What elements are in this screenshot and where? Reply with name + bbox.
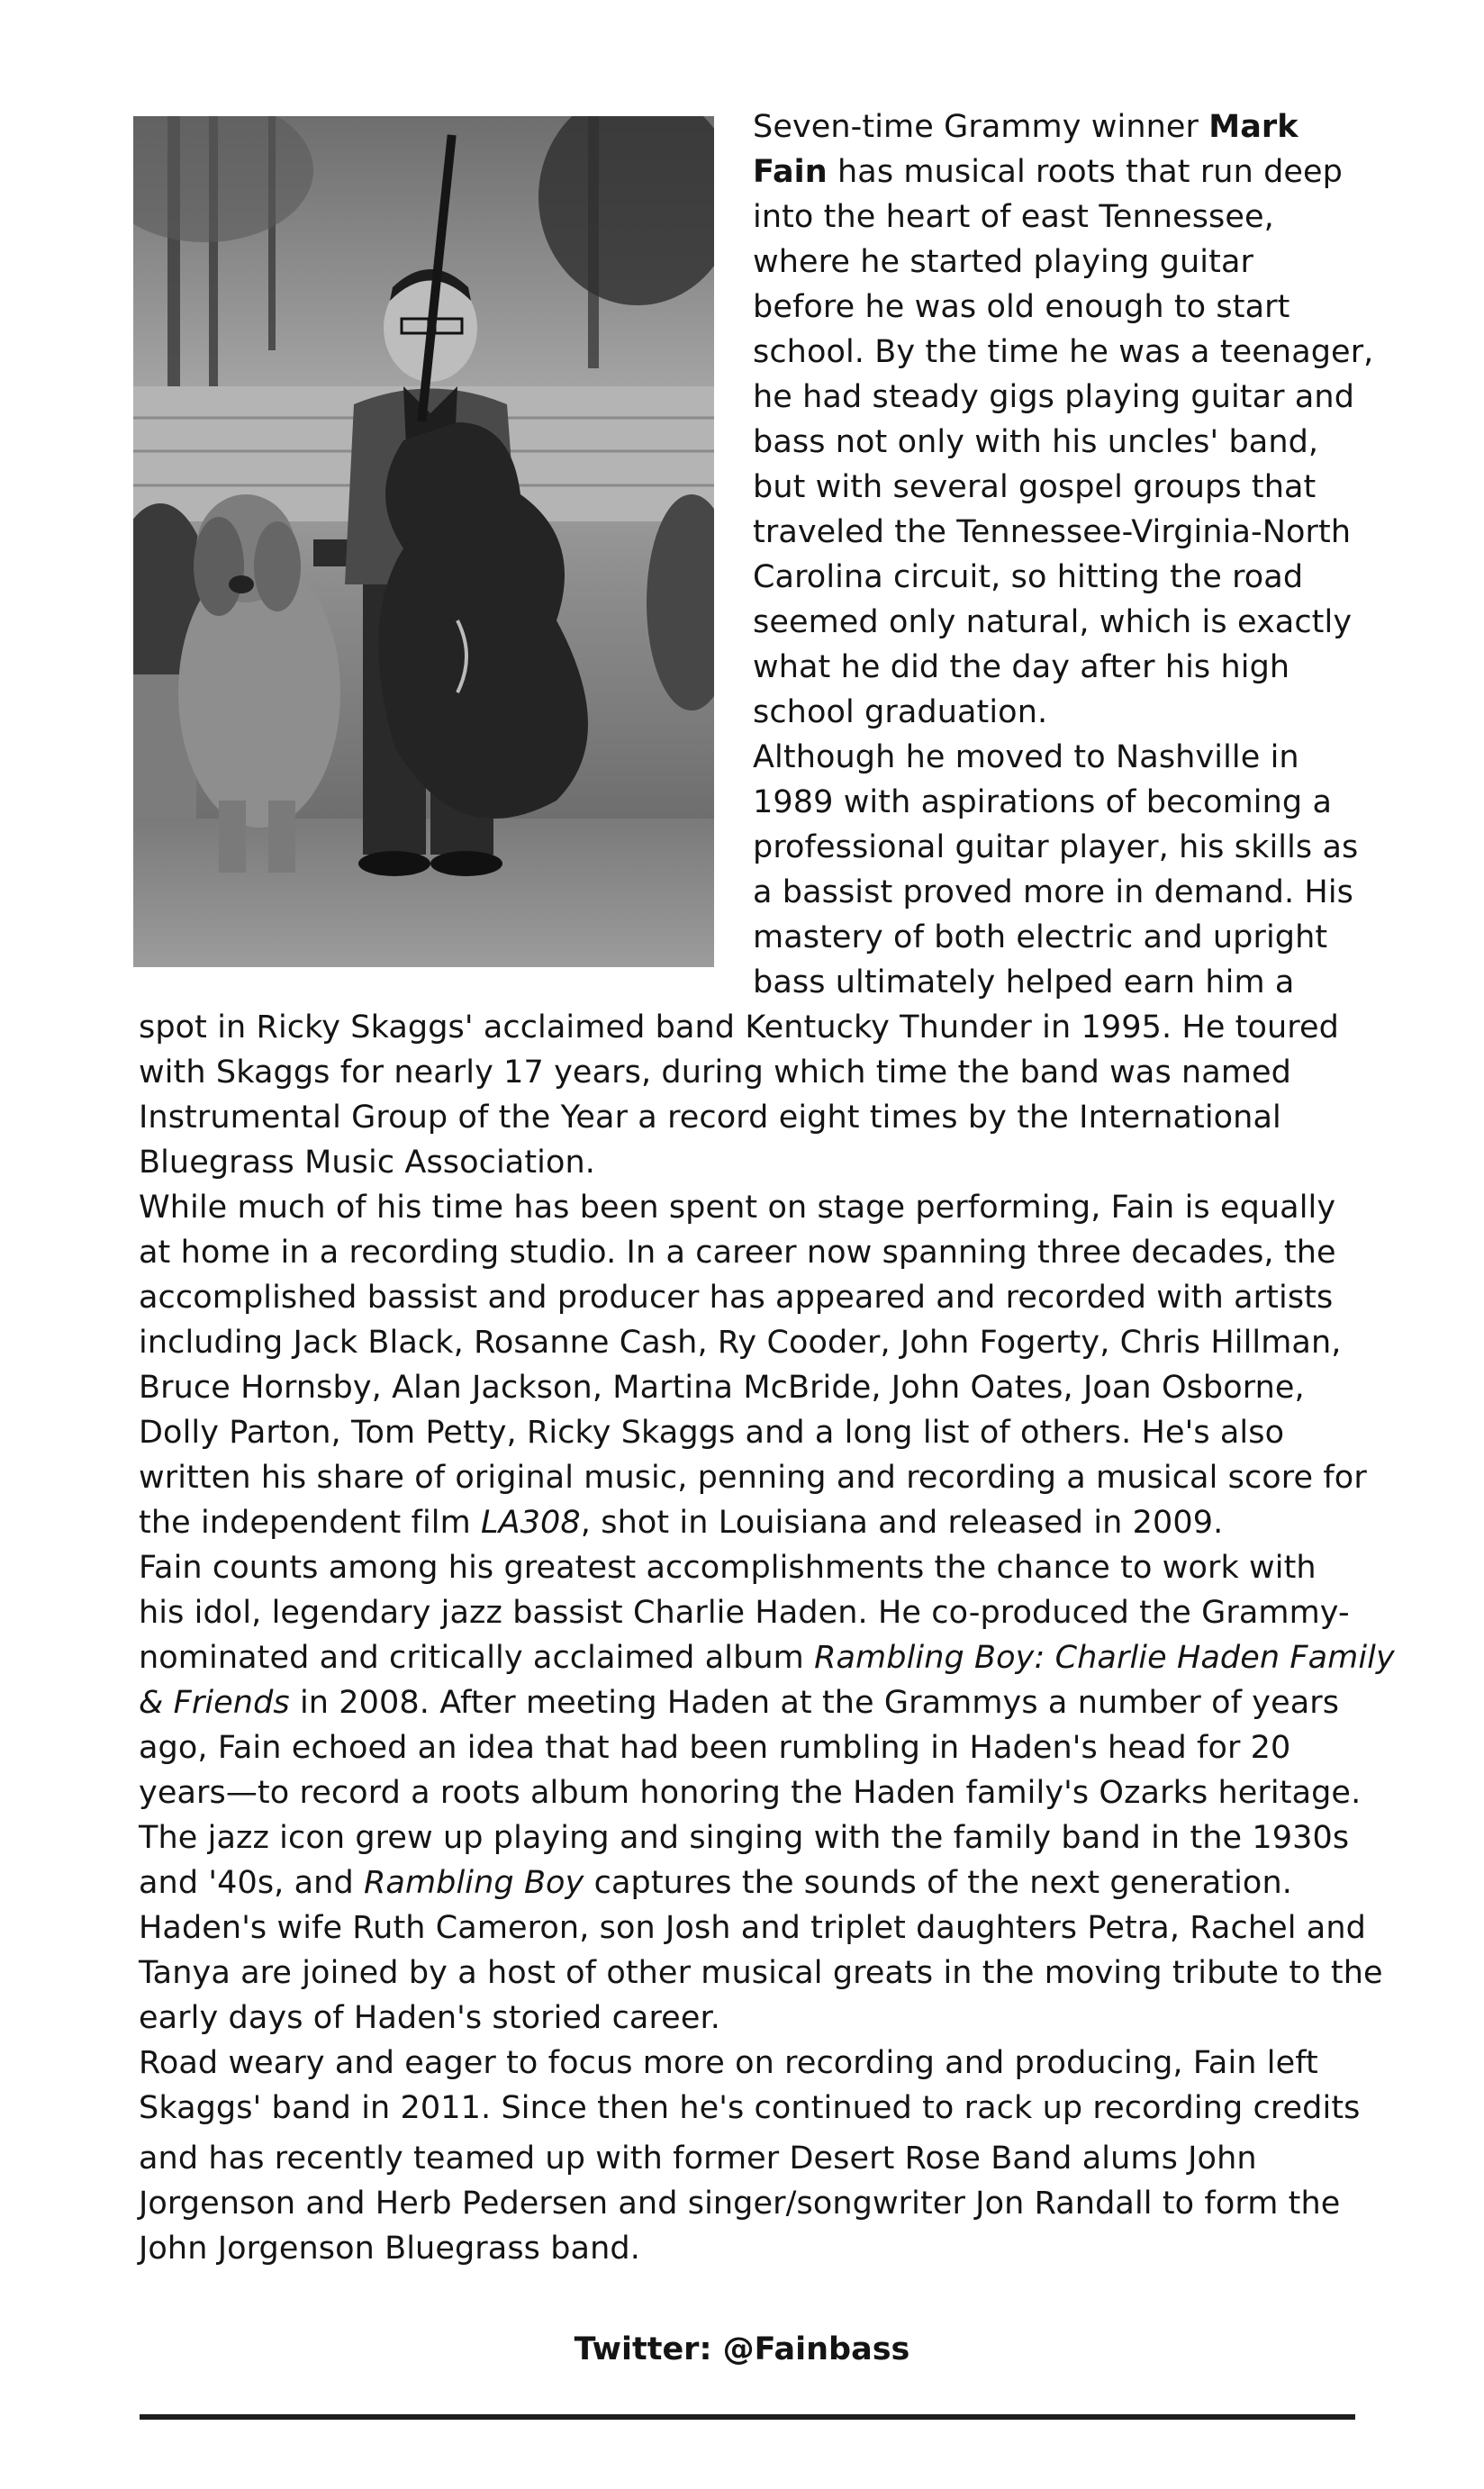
text-line: The jazz icon grew up playing and singing with the family band in the 1930s bbox=[139, 1820, 1350, 1856]
text-line: 1989 with aspirations of becoming a bbox=[753, 784, 1333, 820]
text-line: Fain has musical roots that run deep bbox=[753, 154, 1344, 190]
text-line: Skaggs' band in 2011. Since then he's continued to rack up recording credits bbox=[139, 2090, 1361, 2126]
text-line: accomplished bassist and producer has appeared and recorded with artists bbox=[139, 1280, 1334, 1316]
body-text-column bbox=[139, 1005, 1399, 2271]
text-line: where he started playing guitar bbox=[753, 244, 1253, 280]
artist-photo-illustration bbox=[133, 116, 714, 967]
text-line: including Jack Black, Rosanne Cash, Ry Cooder, John Fogerty, Chris Hillman, bbox=[139, 1325, 1342, 1361]
text-line: professional guitar player, his skills as bbox=[753, 829, 1359, 865]
text-line: Instrumental Group of the Year a record eight times by the International bbox=[139, 1100, 1281, 1136]
text-line: and has recently teamed up with former Desert Rose Band alums John bbox=[139, 2141, 1257, 2177]
text-line: & Friends in 2008. After meeting Haden at the Grammys a number of years bbox=[139, 1685, 1340, 1721]
album-title: & Friends bbox=[139, 1685, 290, 1721]
film-title: LA308 bbox=[481, 1505, 581, 1541]
text-line: years—to record a roots album honoring the Haden family's Ozarks heritage. bbox=[139, 1775, 1362, 1811]
text-line: school. By the time he was a teenager, bbox=[753, 334, 1374, 370]
text-line: Bluegrass Music Association. bbox=[139, 1145, 596, 1181]
album-title: Rambling Boy bbox=[364, 1865, 584, 1901]
text-line: Haden's wife Ruth Cameron, son Josh and triplet daughters Petra, Rachel and bbox=[139, 1910, 1366, 1946]
text-line: but with several gospel groups that bbox=[753, 469, 1317, 505]
text-line: nominated and critically acclaimed album Rambling Boy: Charlie Haden Family bbox=[139, 1640, 1395, 1676]
text-line: While much of his time has been spent on stage performing, Fain is equally bbox=[139, 1190, 1336, 1226]
text-line: spot in Ricky Skaggs' acclaimed band Kentucky Thunder in 1995. He toured bbox=[139, 1009, 1339, 1045]
text-line: Road weary and eager to focus more on recording and producing, Fain left bbox=[139, 2045, 1318, 2081]
text-line: and '40s, and Rambling Boy captures the sounds of the next generation. bbox=[139, 1865, 1292, 1901]
footer-divider bbox=[140, 2414, 1355, 2420]
artist-photo bbox=[133, 116, 714, 967]
artist-name: Mark bbox=[1208, 109, 1298, 145]
text-line: at home in a recording studio. In a career now spanning three decades, the bbox=[139, 1235, 1336, 1271]
text-line: early days of Haden's storied career. bbox=[139, 2000, 720, 2036]
text-line: a bassist proved more in demand. His bbox=[753, 874, 1353, 910]
artist-name: Fain bbox=[753, 154, 828, 190]
text-line: into the heart of east Tennessee, bbox=[753, 199, 1274, 235]
text-line: bass ultimately helped earn him a bbox=[753, 964, 1295, 1000]
text-line: mastery of both electric and upright bbox=[753, 919, 1328, 955]
text-line: Bruce Hornsby, Alan Jackson, Martina McBride, John Oates, Joan Osborne, bbox=[139, 1370, 1305, 1406]
text-line: Carolina circuit, so hitting the road bbox=[753, 559, 1304, 595]
text-line: seemed only natural, which is exactly bbox=[753, 604, 1353, 640]
text-line: written his share of original music, penning and recording a musical score for bbox=[139, 1460, 1367, 1496]
text-line: Jorgenson and Herb Pedersen and singer/songwriter Jon Randall to form the bbox=[139, 2186, 1341, 2222]
text-line: Dolly Parton, Tom Petty, Ricky Skaggs and a long list of others. He's also bbox=[139, 1415, 1285, 1451]
twitter-handle: Twitter: @Fainbass bbox=[574, 2331, 910, 2367]
text-line: with Skaggs for nearly 17 years, during which time the band was named bbox=[139, 1054, 1291, 1091]
text-line: Tanya are joined by a host of other musical greats in the moving tribute to the bbox=[139, 1955, 1383, 1991]
text-line: the independent film LA308, shot in Louisiana and released in 2009. bbox=[139, 1505, 1224, 1541]
text-line: what he did the day after his high bbox=[753, 649, 1290, 685]
text-line: John Jorgenson Bluegrass band. bbox=[139, 2231, 640, 2267]
text-line: ago, Fain echoed an idea that had been rumbling in Haden's head for 20 bbox=[139, 1730, 1291, 1766]
text-line: school graduation. bbox=[753, 694, 1048, 730]
text-line: Fain counts among his greatest accomplishments the chance to work with bbox=[139, 1550, 1317, 1586]
text-line: his idol, legendary jazz bassist Charlie Haden. He co-produced the Grammy- bbox=[139, 1595, 1350, 1631]
text-line: Although he moved to Nashville in bbox=[753, 739, 1299, 775]
text-line: before he was old enough to start bbox=[753, 289, 1290, 325]
text-line: he had steady gigs playing guitar and bbox=[753, 379, 1355, 415]
album-title: Rambling Boy: Charlie Haden Family bbox=[814, 1640, 1395, 1676]
text-line: Seven-time Grammy winner Mark bbox=[753, 109, 1298, 145]
text-line: bass not only with his uncles' band, bbox=[753, 424, 1319, 460]
text-line: traveled the Tennessee-Virginia-North bbox=[753, 514, 1352, 550]
intro-text-column bbox=[753, 104, 1383, 1005]
